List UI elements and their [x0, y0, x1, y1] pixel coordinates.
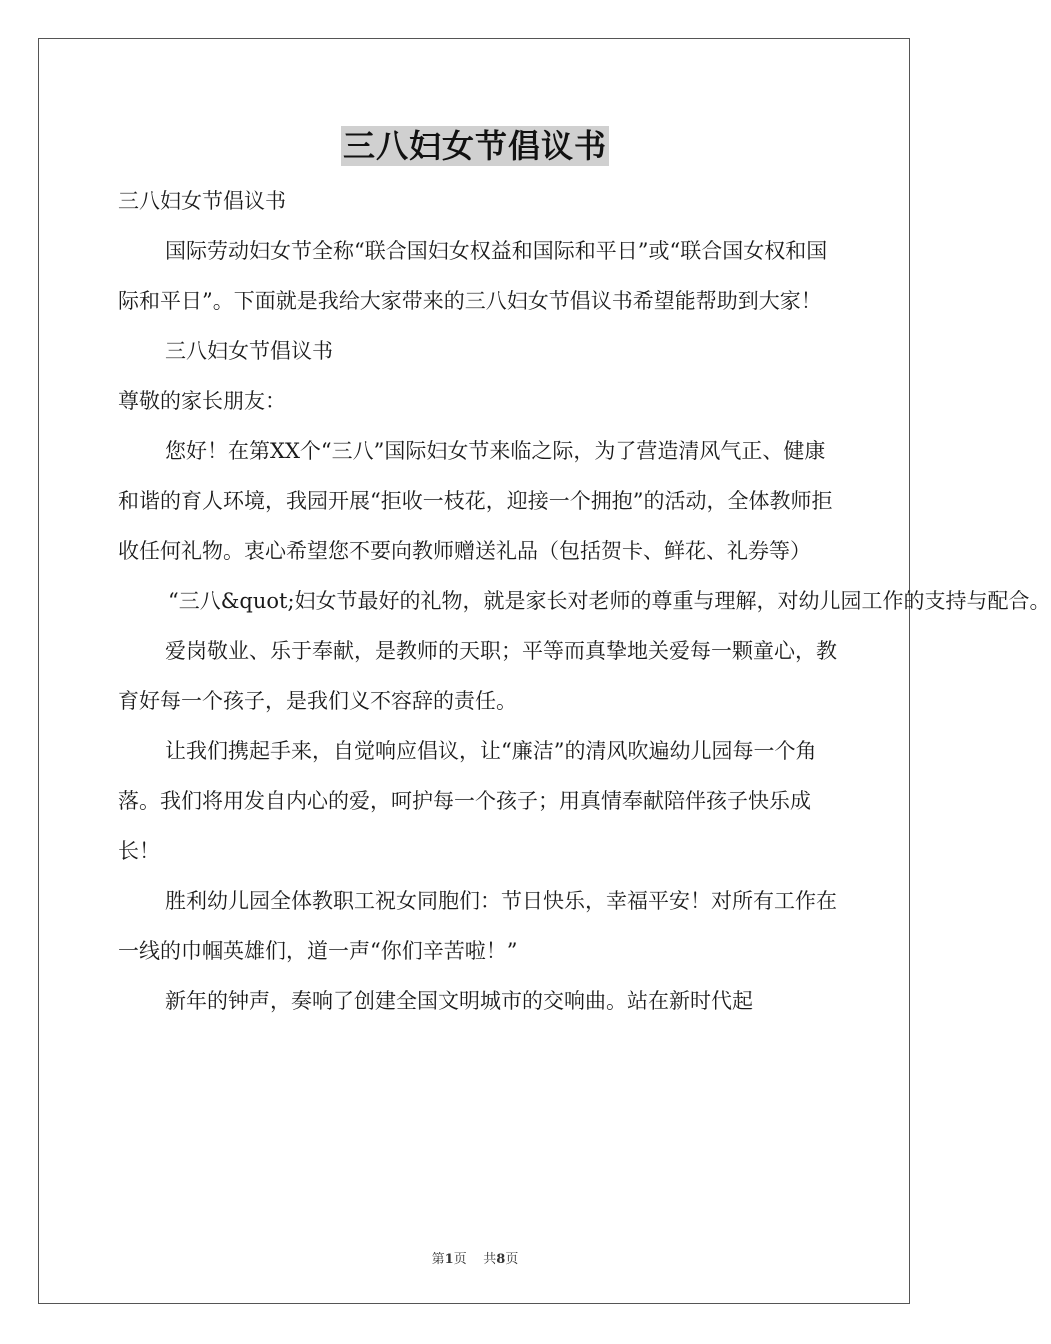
body-paragraph: 让我们携起手来，自觉响应倡议，让“廉洁”的清风吹遍幼儿园每一个角落。我们将用发自内心的爱，呵护每一个孩子；用真情奉献陪伴孩子快乐成长！	[118, 739, 817, 863]
body-paragraph: 胜利幼儿园全体教职工祝女同胞们：节日快乐，幸福平安！对所有工作在一线的巾帼英雄们，道一声“你们辛苦啦！”	[118, 889, 837, 963]
page-prefix: 第	[431, 1252, 445, 1267]
page-total: 8	[496, 1252, 506, 1267]
document-title-text: 三八妇女节倡议书	[342, 127, 607, 165]
body-paragraph: 新年的钟声，奏响了创建全国文明城市的交响曲。站在新时代起	[165, 989, 753, 1013]
intro-paragraph: 国际劳动妇女节全称“联合国妇女权益和国际和平日”或“联合国女权和国际和平日”。下面就是我给大家带来的三八妇女节倡议书希望能帮助到大家！	[118, 239, 828, 313]
subtitle-paragraph: 三八妇女节倡议书	[118, 189, 286, 213]
body-paragraph: 爱岗敬业、乐于奉献，是教师的天职；平等而真挚地关爱每一颗童心，教育好每一个孩子，是我们义不容辞的责任。	[118, 639, 837, 713]
total-label: 页	[505, 1252, 519, 1267]
body-paragraph: 您好！在第XX个“三八”国际妇女节来临之际，为了营造清风气正、健康和谐的育人环境，我园开展“拒收一枝花，迎接一个拥抱”的活动，全体教师拒收任何礼物。衷心希望您不要向教师赠送礼品（包括贺卡、鲜花、礼券等）	[118, 439, 833, 563]
salutation-paragraph: 尊敬的家长朋友：	[118, 389, 286, 413]
body-paragraph: “三八&quot;妇女节最好的礼物，就是家长对老师的尊重与理解，对幼儿园工作的支持与配合。	[168, 589, 1051, 613]
total-prefix: 共	[483, 1252, 497, 1267]
document-title	[0, 126, 950, 166]
page-label: 页	[453, 1252, 467, 1267]
page-footer	[0, 1248, 950, 1267]
document-body	[118, 176, 1051, 1026]
section-heading-paragraph: 三八妇女节倡议书	[165, 339, 333, 363]
page-number: 1	[444, 1252, 454, 1267]
